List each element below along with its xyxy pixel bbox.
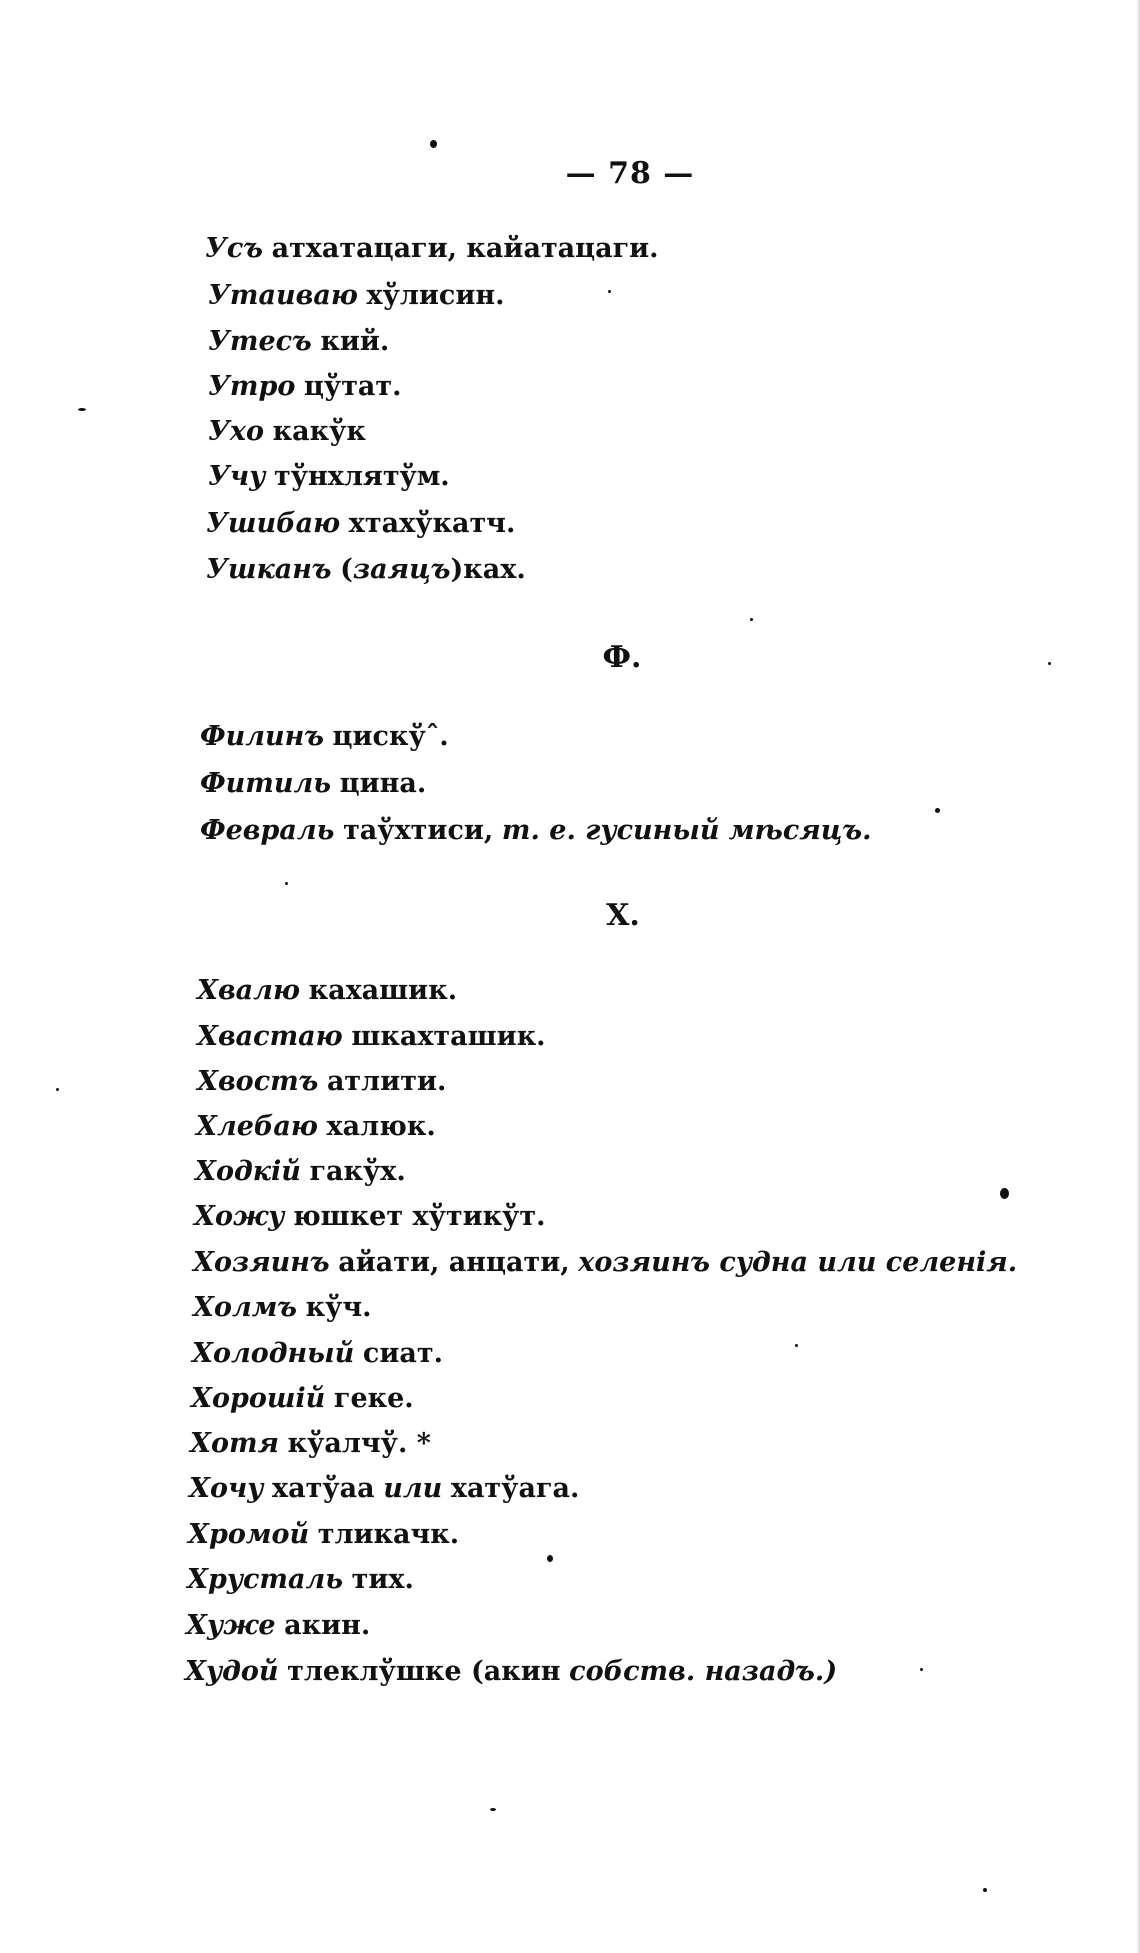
entry-gloss: айати, анцати, <box>338 1247 570 1278</box>
entry-headword: Хлебаю <box>196 1111 318 1142</box>
entry-headword: Усъ <box>205 233 263 264</box>
entry-headword: Худой <box>185 1656 279 1687</box>
entry-gloss-2: хатўага. <box>450 1473 580 1504</box>
entry-gloss: атлити. <box>326 1066 447 1097</box>
entry-gloss: кўалчў. * <box>287 1428 431 1459</box>
entry-headword: Ухо <box>208 416 265 447</box>
entry-gloss: акин. <box>284 1610 371 1641</box>
scan-speck <box>608 290 611 293</box>
entry-headword: Ушибаю <box>206 508 341 539</box>
entry-gloss-open: ( <box>340 554 353 585</box>
entry-headword: Хотя <box>190 1428 280 1459</box>
scan-speck <box>78 408 86 411</box>
entry-note: т. е. гусиный мѣсяцъ. <box>501 815 872 846</box>
entry-headword: Холодный <box>192 1338 355 1369</box>
entry-gloss: тўнхлятўм. <box>273 461 450 492</box>
entry-note: хозяинъ судна или селенія. <box>578 1247 1018 1278</box>
section-heading: Х. <box>606 898 640 933</box>
entry-gloss: кўч. <box>305 1292 372 1323</box>
list-item <box>208 279 505 313</box>
list-item <box>197 974 457 1008</box>
list-item <box>192 1337 443 1371</box>
list-item <box>205 232 659 266</box>
scan-speck <box>490 1808 496 1811</box>
scan-speck <box>795 1344 798 1347</box>
entry-note: или <box>383 1473 443 1504</box>
scan-speck <box>935 808 940 813</box>
entry-headword: Фитиль <box>200 768 332 799</box>
entry-gloss: хтахўкатч. <box>348 508 516 539</box>
entry-headword: Хуже <box>186 1610 276 1641</box>
entry-gloss: тлеклўшке (акин <box>287 1656 561 1687</box>
scan-speck <box>920 1668 923 1671</box>
entry-gloss: цўтат. <box>303 371 402 402</box>
entry-gloss: атхатацаги, кайатацаги. <box>271 233 659 264</box>
list-item <box>208 415 366 449</box>
page-edge-shadow <box>1136 0 1140 1953</box>
list-item <box>206 553 526 587</box>
entry-gloss: юшкет хўтикўт. <box>292 1201 546 1232</box>
entry-note: заяцъ <box>352 554 451 585</box>
entry-headword: Хорошій <box>191 1383 326 1414</box>
list-item <box>191 1382 414 1416</box>
entry-gloss: геке. <box>333 1383 414 1414</box>
list-item <box>193 1246 1017 1280</box>
entry-headword: Филинъ <box>200 721 324 752</box>
page-number: — 78 — <box>565 156 695 191</box>
list-item <box>197 1020 546 1054</box>
list-item <box>189 1472 579 1506</box>
scan-speck <box>430 140 437 148</box>
list-item <box>188 1518 459 1552</box>
list-item <box>200 767 426 801</box>
scan-speck <box>285 882 288 885</box>
entry-headword: Хвалю <box>197 975 300 1006</box>
scan-speck <box>750 618 753 621</box>
entry-headword: Хромой <box>188 1519 310 1550</box>
entry-headword: Утесъ <box>208 326 312 357</box>
entry-gloss: гакўх. <box>309 1156 406 1187</box>
entry-gloss: кахашик. <box>308 975 458 1006</box>
section-heading: Ф. <box>602 640 642 675</box>
entry-gloss: тликачк. <box>317 1519 460 1550</box>
entry-headword: Утаиваю <box>208 280 358 311</box>
entry-gloss: таўхтиси, <box>343 815 494 846</box>
entry-gloss: цина. <box>339 768 427 799</box>
entry-gloss: халюк. <box>326 1111 436 1142</box>
entry-headword: Хрусталь <box>187 1564 344 1595</box>
entry-gloss: сиат. <box>362 1338 443 1369</box>
list-item <box>208 370 402 404</box>
entry-headword: Ходкій <box>195 1156 301 1187</box>
entry-gloss: какўк <box>272 416 366 447</box>
scan-speck <box>1000 1188 1009 1199</box>
entry-gloss: кий. <box>320 326 390 357</box>
entry-headword: Учу <box>208 461 266 492</box>
entry-headword: Холмъ <box>193 1292 298 1323</box>
list-item <box>186 1609 370 1643</box>
entry-headword: Хозяинъ <box>193 1247 330 1278</box>
list-item <box>185 1655 837 1689</box>
list-item <box>200 814 872 848</box>
scan-speck <box>547 1555 553 1562</box>
entry-gloss: тих. <box>351 1564 414 1595</box>
list-item <box>190 1427 431 1461</box>
list-item <box>196 1110 436 1144</box>
entry-headword: Хочу <box>189 1473 264 1504</box>
scan-speck <box>56 1088 59 1091</box>
list-item <box>187 1563 414 1597</box>
list-item <box>200 720 449 754</box>
entry-note: собств. назадъ.) <box>569 1656 838 1687</box>
entry-headword: Хвастаю <box>197 1021 343 1052</box>
entry-gloss: шкахташик. <box>351 1021 546 1052</box>
list-item <box>193 1291 372 1325</box>
list-item <box>208 325 389 359</box>
list-item <box>197 1065 446 1099</box>
entry-headword: Ушканъ <box>206 554 332 585</box>
scan-speck <box>983 1888 987 1892</box>
entry-gloss: хатўаа <box>272 1473 375 1504</box>
entry-gloss: хўлисин. <box>366 280 505 311</box>
entry-headword: Февраль <box>200 815 335 846</box>
entry-headword: Хвостъ <box>197 1066 319 1097</box>
list-item <box>206 507 515 541</box>
list-item <box>194 1200 546 1234</box>
scan-speck <box>1048 662 1051 665</box>
entry-headword: Хожу <box>194 1201 285 1232</box>
entry-gloss: )ках. <box>450 554 526 585</box>
entry-gloss: цискўˆ. <box>332 721 449 752</box>
list-item <box>195 1155 406 1189</box>
list-item <box>208 460 450 494</box>
entry-headword: Утро <box>208 371 296 402</box>
